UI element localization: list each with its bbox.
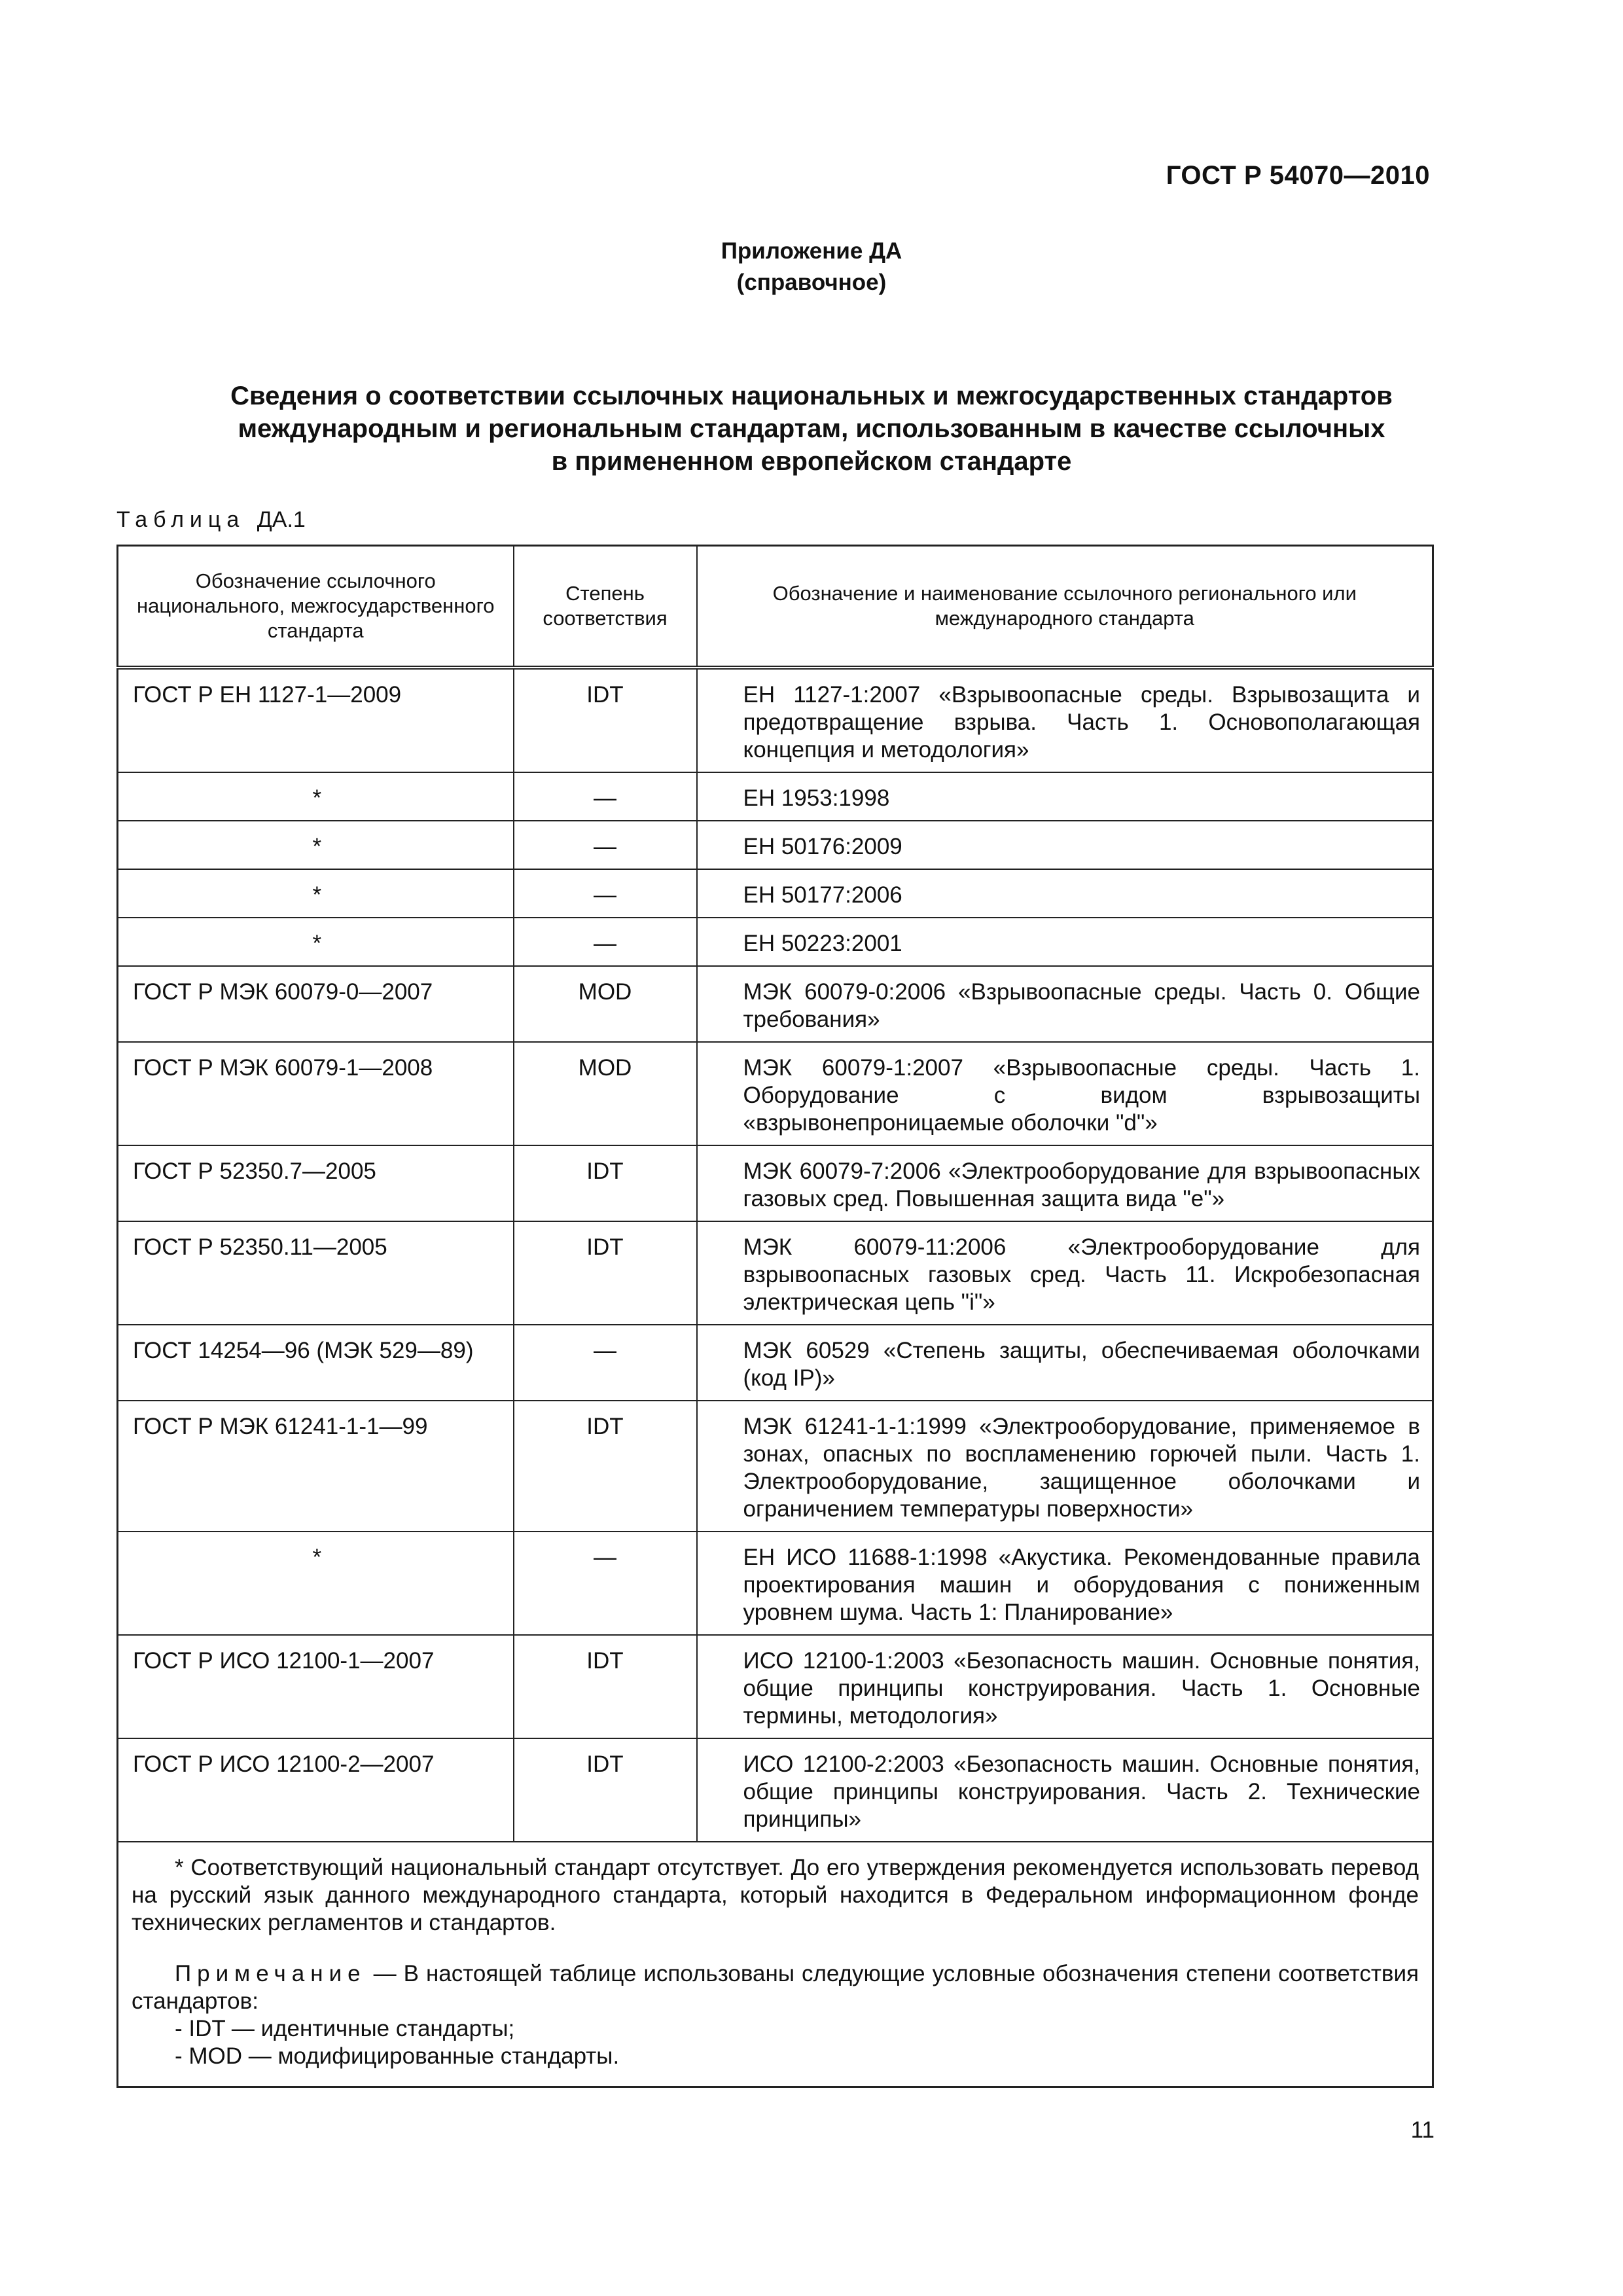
table-row	[118, 821, 1433, 869]
cell-reference-standard: МЭК 61241-1-1:1999 «Электрооборудование, применяемое в зонах, опасных по воспламенению горючей пыли. Часть 1. Электрооборудование, защищенное оболочками и ограничением температуры поверхности»	[697, 1401, 1433, 1532]
cell-reference-standard: ЕН 50223:2001	[697, 918, 1433, 966]
cell-degree: —	[514, 918, 697, 966]
title-line-3: в примененном европейском стандарте	[551, 447, 1072, 476]
table-caption-word: Таблица	[116, 507, 245, 532]
table-row	[118, 1325, 1433, 1401]
title-line-2: международным и региональным стандартам, использованным в качестве ссылочных	[238, 414, 1385, 443]
table-row	[118, 869, 1433, 918]
cell-reference-standard: ЕН 50176:2009	[697, 821, 1433, 869]
document-code: ГОСТ Р 54070—2010	[1166, 161, 1430, 190]
cell-national-standard: ГОСТ Р 52350.7—2005	[118, 1145, 514, 1221]
table-row	[118, 966, 1433, 1042]
appendix-heading	[0, 236, 1623, 298]
header-national-standard: Обозначение ссылочного национального, межгосударственного стандарта	[118, 546, 514, 668]
cell-degree: —	[514, 1532, 697, 1635]
cell-degree: IDT	[514, 1635, 697, 1738]
note-label: Примечание	[175, 1961, 366, 1986]
appendix-subtitle: (справочное)	[736, 270, 887, 295]
footnote: * Соответствующий национальный стандарт отсутствует. До его утверждения рекомендуется использовать перевод на русский язык данного международного стандарта, который находится в Федеральном информационном фонде технических регламентов и стандартов.	[132, 1855, 1419, 1935]
cell-national-standard: *	[118, 918, 514, 966]
cell-reference-standard: ЕН 1953:1998	[697, 772, 1433, 821]
cell-national-standard: ГОСТ Р ЕН 1127-1—2009	[118, 668, 514, 772]
cell-degree: —	[514, 869, 697, 918]
table-row	[118, 1042, 1433, 1145]
note	[132, 1960, 1419, 2015]
table-row	[118, 918, 1433, 966]
cell-reference-standard: МЭК 60079-0:2006 «Взрывоопасные среды. Часть 0. Общие требования»	[697, 966, 1433, 1042]
table-caption-id: ДА.1	[257, 507, 306, 532]
cell-national-standard: *	[118, 821, 514, 869]
table-row	[118, 1532, 1433, 1635]
cell-national-standard: ГОСТ Р 52350.11—2005	[118, 1221, 514, 1325]
cell-degree: —	[514, 821, 697, 869]
cell-national-standard: *	[118, 1532, 514, 1635]
table-caption	[116, 507, 306, 533]
cell-degree: IDT	[514, 1145, 697, 1221]
cell-degree: MOD	[514, 966, 697, 1042]
cell-degree: IDT	[514, 1401, 697, 1532]
note-item-mod: - MOD — модифицированные стандарты.	[175, 2043, 620, 2069]
cell-degree: —	[514, 1325, 697, 1401]
note-item-idt: - IDT — идентичные стандарты;	[175, 2016, 515, 2041]
table-row	[118, 1221, 1433, 1325]
cell-reference-standard: МЭК 60079-7:2006 «Электрооборудование для взрывоопасных газовых сред. Повышенная защита вида "е"»	[697, 1145, 1433, 1221]
header-reference-standard: Обозначение и наименование ссылочного регионального или международного стандарта	[697, 546, 1433, 668]
table-footer	[118, 1842, 1433, 2087]
cell-national-standard: ГОСТ Р МЭК 60079-0—2007	[118, 966, 514, 1042]
header-degree: Степень соответствия	[514, 546, 697, 668]
cell-reference-standard: ЕН ИСО 11688-1:1998 «Акустика. Рекомендованные правила проектирования машин и оборудования с пониженным уровнем шума. Часть 1: Планирование»	[697, 1532, 1433, 1635]
table-row	[118, 1738, 1433, 1842]
cell-degree: —	[514, 772, 697, 821]
table-body	[118, 668, 1433, 1842]
appendix-title: Приложение ДА	[721, 238, 902, 264]
table-row	[118, 1145, 1433, 1221]
cell-national-standard: *	[118, 869, 514, 918]
table-row	[118, 1401, 1433, 1532]
cell-reference-standard: ЕН 1127-1:2007 «Взрывоопасные среды. Взрывозащита и предотвращение взрыва. Часть 1. Основополагающая концепция и методология»	[697, 668, 1433, 772]
cell-reference-standard: ИСО 12100-2:2003 «Безопасность машин. Основные понятия, общие принципы конструирования. Часть 2. Технические принципы»	[697, 1738, 1433, 1842]
cell-national-standard: ГОСТ Р ИСО 12100-2—2007	[118, 1738, 514, 1842]
cell-degree: IDT	[514, 668, 697, 772]
correspondence-table-container	[116, 545, 1432, 2088]
table-row	[118, 668, 1433, 772]
cell-degree: IDT	[514, 1221, 697, 1325]
cell-reference-standard: МЭК 60529 «Степень защиты, обеспечиваемая оболочками (код IP)»	[697, 1325, 1433, 1401]
document-title	[0, 380, 1623, 478]
cell-reference-standard: МЭК 60079-1:2007 «Взрывоопасные среды. Часть 1. Оборудование с видом взрывозащиты «взрывонепроницаемые оболочки "d"»	[697, 1042, 1433, 1145]
table-header-row	[118, 546, 1433, 668]
table-row	[118, 1635, 1433, 1738]
cell-national-standard: ГОСТ Р ИСО 12100-1—2007	[118, 1635, 514, 1738]
title-line-1: Сведения о соответствии ссылочных национальных и межгосударственных стандартов	[230, 382, 1393, 410]
table-row	[118, 772, 1433, 821]
cell-national-standard: ГОСТ 14254—96 (МЭК 529—89)	[118, 1325, 514, 1401]
note-text: — В настоящей таблице использованы следующие условные обозначения степени соответствия стандартов:	[132, 1961, 1419, 2014]
cell-national-standard: ГОСТ Р МЭК 60079-1—2008	[118, 1042, 514, 1145]
correspondence-table	[116, 545, 1434, 2088]
cell-national-standard: ГОСТ Р МЭК 61241-1-1—99	[118, 1401, 514, 1532]
cell-reference-standard: ИСО 12100-1:2003 «Безопасность машин. Основные понятия, общие принципы конструирования. Часть 1. Основные термины, методология»	[697, 1635, 1433, 1738]
cell-degree: IDT	[514, 1738, 697, 1842]
table-footer-row	[118, 1842, 1433, 2087]
cell-reference-standard: ЕН 50177:2006	[697, 869, 1433, 918]
cell-national-standard: *	[118, 772, 514, 821]
cell-degree: MOD	[514, 1042, 697, 1145]
cell-reference-standard: МЭК 60079-11:2006 «Электрооборудование для взрывоопасных газовых сред. Часть 11. Искробезопасная электрическая цепь "i"»	[697, 1221, 1433, 1325]
page-number: 11	[1410, 2117, 1435, 2143]
